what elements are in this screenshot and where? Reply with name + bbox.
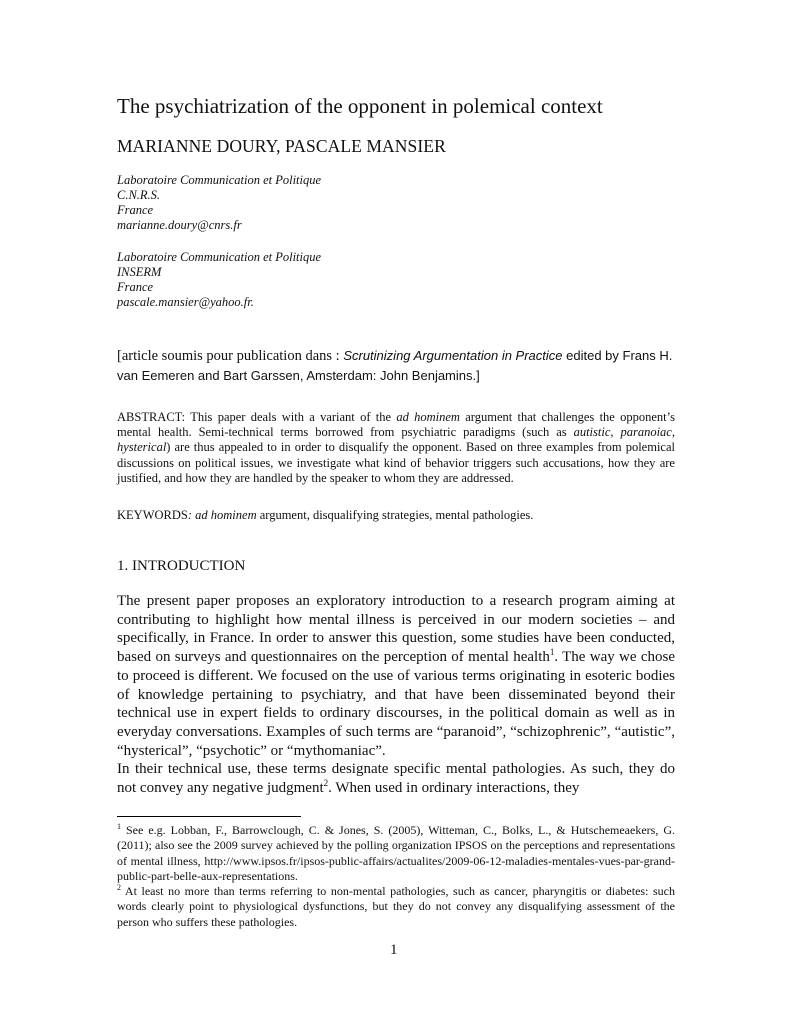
affiliation-email[interactable]: pascale.mansier@yahoo.fr. <box>117 295 254 309</box>
page-number: 1 <box>390 942 398 958</box>
footnotes <box>117 823 675 930</box>
footnote-ref[interactable]: 2 <box>323 778 329 789</box>
paragraph-text: . When used in ordinary interactions, they <box>328 780 580 797</box>
abstract-italic-term: ad hominem <box>396 410 460 424</box>
footnote-text: At least no more than terms referring to non-mental pathologies, such as cancer, pharyngitis or diabetes: such words clearly point to physiological dysfunctions, but they do not convey any disqualifying assessment of the person who suffers these pathologies. <box>117 884 675 929</box>
footnote <box>117 884 675 930</box>
affiliation-org: INSERM <box>117 265 162 279</box>
submission-suffix: edited by Frans H. van Eemeren and Bart Garssen, Amsterdam: John Benjamins.] <box>117 348 673 383</box>
keywords-colon: : <box>187 508 196 522</box>
paragraph-text: . The way we chose to proceed is different. We focused on the use of various terms originating in esoteric bodies of knowledge pertaining to psychiatry, and that have been disseminated beyond their technical use in expert fields to ordinary discourses, in the political domain as well as in everyday conversations. Examples of such terms are “paranoid”, “schizophrenic”, “autistic”, “hysterical”, “psychotic” or “mythomaniac”. <box>117 649 675 759</box>
affiliation-lab: Laboratoire Communication et Politique <box>117 173 322 187</box>
footnote-divider <box>117 816 301 817</box>
affiliation-2 <box>117 250 321 310</box>
submission-note <box>117 346 677 386</box>
abstract-label: ABSTRACT: <box>117 410 186 424</box>
footnote-number: 1 <box>117 822 121 831</box>
affiliation-email[interactable]: marianne.doury@cnrs.fr <box>117 218 242 232</box>
paper-title: The psychiatrization of the opponent in polemical context <box>117 94 603 118</box>
paper-authors: MARIANNE DOURY, PASCALE MANSIER <box>117 136 446 156</box>
abstract-text: ) are thus appealed to in order to disqualify the opponent. Based on three examples from polemical discussions on political issues, we investigate what kind of behavior triggers such accusations, how they are justified, and how they are handled by the speaker to whom they are addressed. <box>117 440 675 485</box>
paragraph-text: In their technical use, these terms designate specific mental pathologies. As such, they do not convey any negative judgment <box>117 761 675 797</box>
affiliation-country: France <box>117 203 154 217</box>
submission-book-title: Scrutinizing Argumentation in Practice <box>343 348 563 363</box>
footnote <box>117 823 675 884</box>
affiliation-1 <box>117 173 321 233</box>
paragraph-text: The present paper proposes an exploratory introduction to a research program aiming at contributing to highlight how mental illness is perceived in our modern societies – and specifically, in France. In order to answer this question, some studies have been conducted, based on surveys and questionnaires on the perception of mental health <box>117 593 675 666</box>
affiliation-country: France <box>117 280 154 294</box>
footnote-number: 2 <box>117 883 121 893</box>
keywords-italic-term: ad hominem <box>195 508 257 522</box>
section-heading: 1. INTRODUCTION <box>117 558 246 574</box>
abstract <box>117 410 675 486</box>
keywords <box>117 508 675 523</box>
keywords-label: KEYWORDS <box>117 508 188 522</box>
abstract-text: This paper deals with a variant of the <box>185 410 397 424</box>
paragraph <box>117 592 675 760</box>
affiliation-lab: Laboratoire Communication et Politique <box>117 250 322 264</box>
footnote-text: See e.g. Lobban, F., Barrowclough, C. & Jones, S. (2005), Witteman, C., Bolks, L., & Hutschemeaekers, G. (2011); also see the 2009 survey achieved by the polling organization IPSOS on the perceptions and representations of mental illness, http://www.ipsos.fr/ipsos-public-affairs/actualites/2009-06-12-maladies-mentales-vues-par-grand-public-part-belle-aux-representations. <box>117 823 675 883</box>
footnote-ref[interactable]: 1 <box>549 647 555 658</box>
submission-prefix: [article soumis pour publication dans : <box>117 348 344 364</box>
keywords-text: argument, disqualifying strategies, mental pathologies. <box>256 508 534 522</box>
paragraph <box>117 760 675 797</box>
body-text <box>117 592 675 798</box>
abstract-italic-term: autistic, paranoiac, hysterical <box>117 425 675 455</box>
affiliation-org: C.N.R.S. <box>117 188 161 202</box>
abstract-text: argument that challenges the opponent’s mental health. Semi-technical terms borrowed from psychiatric paradigms (such as <box>117 410 675 440</box>
